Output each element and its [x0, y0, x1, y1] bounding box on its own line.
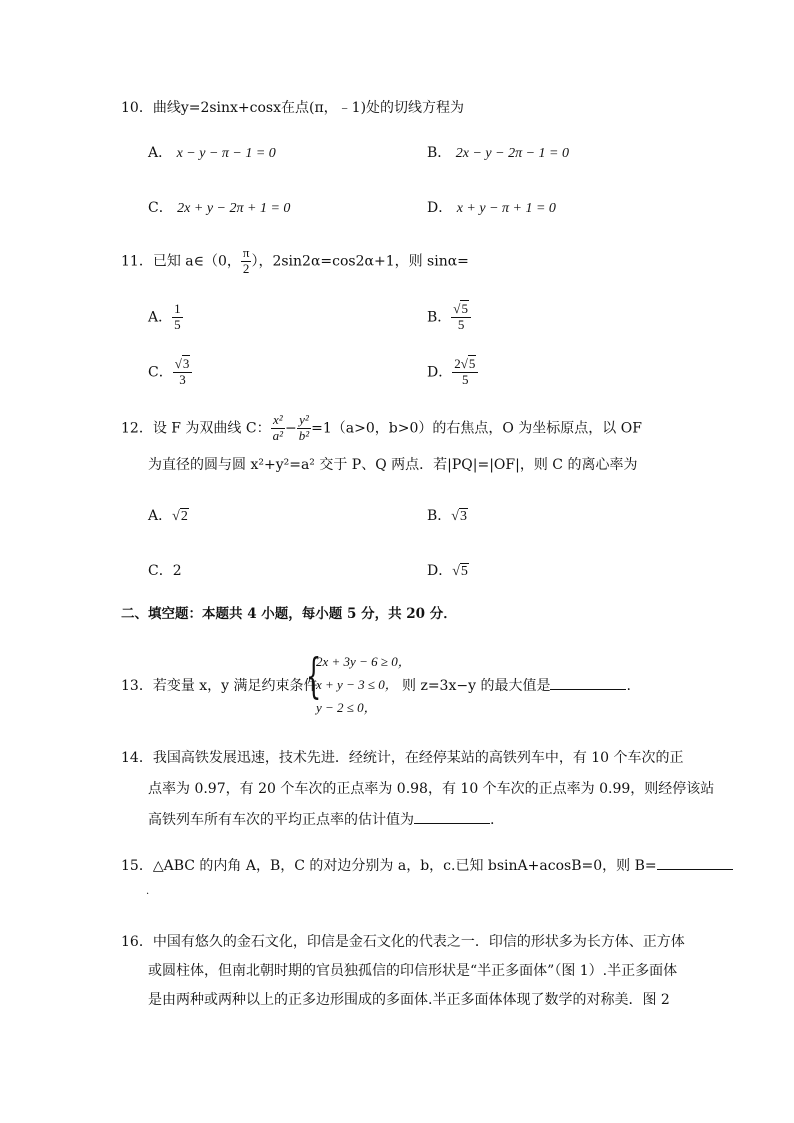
fraction-denominator: 5 [457, 316, 465, 332]
radicand: 3 [182, 356, 190, 371]
period: . [490, 812, 495, 828]
q15-line1 [121, 858, 733, 875]
q10-option-b [427, 145, 569, 163]
q14-line3 [148, 812, 494, 829]
q13-stem-post [402, 678, 631, 695]
option-expr: x − y − π − 1 = 0 [176, 146, 276, 161]
option-label: D． [427, 364, 453, 381]
q12-stem-pre: 12．设 F 为双曲线 C： [121, 420, 271, 437]
option-sqrt: √5 [452, 564, 468, 579]
fraction-numerator: π [242, 245, 250, 260]
option-sqrt: √3 [451, 509, 467, 524]
q10-stem: 10．曲线y=2sinx+cosx在点(π，﹣1)处的切线方程为 [121, 100, 465, 116]
q14-line1: 14．我国高铁发展迅速，技术先进．经统计，在经停某站的高铁列车中，有 10 个车次的正 [121, 750, 684, 766]
constraint-1: 2x + 3y − 6 ≥ 0， [316, 654, 411, 669]
option-label: B． [427, 508, 452, 524]
option-fraction [173, 357, 193, 388]
radicand: 3 [459, 509, 467, 524]
fraction-numerator: √5 [451, 302, 471, 318]
y2-over-b2-fraction [297, 413, 311, 444]
q11-stem [121, 246, 469, 277]
period: . [626, 678, 631, 694]
fraction-denominator: 3 [179, 371, 186, 387]
coefficient: 2 [454, 356, 461, 371]
fraction-numerator: 2√5 [452, 357, 478, 373]
answer-blank[interactable] [550, 688, 626, 690]
section-heading: 二、填空题：本题共 4 小题，每小题 5 分，共 20 分． [121, 606, 457, 622]
q10-option-d [427, 200, 556, 218]
q11-option-a [148, 302, 183, 333]
option-label: A． [148, 145, 173, 161]
option-label: B． [427, 145, 452, 161]
q11-stem-post: ），2sin2α=cos2α+1，则 sinα= [251, 253, 469, 270]
fraction-denominator: 5 [174, 316, 181, 332]
q11-stem-pre: 11．已知 a∈（0， [121, 253, 241, 270]
option-label: C． [148, 200, 173, 216]
pi-over-2-fraction [241, 246, 252, 277]
answer-blank[interactable] [657, 868, 733, 870]
fraction-denominator: 2 [242, 260, 250, 276]
answer-blank[interactable] [414, 822, 490, 824]
option-label: A． [148, 508, 173, 524]
radicand: 5 [460, 564, 468, 579]
q12-option-b [427, 508, 468, 526]
option-fraction [172, 302, 183, 333]
q16-line2: 或圆柱体，但南北朝时期的官员独孤信的印信形状是“半正多面体”（图 1）.半正多面体 [148, 963, 678, 979]
option-label: B． [427, 309, 452, 326]
minus-sign: − [285, 420, 297, 437]
q14-line2: 点率为 0.97，有 20 个车次的正点率为 0.98，有 10 个车次的正点率为 0.99，则经停该站 [148, 781, 715, 797]
q10-option-a [148, 145, 276, 163]
q10-option-c [148, 200, 290, 218]
q12-option-d [427, 563, 469, 581]
fraction-numerator: y² [297, 413, 311, 429]
radicand: 5 [461, 301, 468, 316]
radicand: 5 [468, 356, 476, 371]
option-expr: x + y − π + 1 = 0 [456, 201, 556, 216]
q15-line2: . [146, 886, 150, 897]
q11-option-d [427, 357, 478, 388]
q13-stem-pre: 13．若变量 x，y 满足约束条件 [121, 678, 318, 694]
fraction-denominator: a² [272, 427, 283, 443]
fraction-numerator: 1 [174, 301, 181, 316]
q12-stem-line2: 为直径的圆与圆 x²+y²=a² 交于 P、Q 两点．若|PQ|=|OF|，则 C 的离心率为 [148, 457, 638, 473]
fraction-numerator: x² [271, 413, 285, 429]
q12-stem-line1 [121, 413, 642, 444]
constraint-2: x + y − 3 ≤ 0， [316, 677, 398, 692]
q15-line1-text: 15．△ABC 的内角 A，B，C 的对边分别为 a，b，c.已知 bsinA+acosB=0，则 B= [121, 858, 657, 874]
q13-post-text: 则 z=3x−y 的最大值是 [402, 678, 551, 694]
constraint-3: y − 2 ≤ 0， [316, 700, 377, 715]
q16-line3: 是由两种或两种以上的正多边形围成的多面体.半正多面体体现了数学的对称美．图 2 [148, 992, 670, 1008]
option-label: C． [148, 364, 173, 381]
option-expr: 2x + y − 2π + 1 = 0 [177, 201, 291, 216]
option-label: A． [148, 309, 173, 326]
fraction-denominator: 5 [462, 371, 469, 387]
q12-option-c: C．2 [148, 563, 182, 579]
left-brace-icon: { [306, 648, 322, 704]
option-label: D． [427, 563, 453, 579]
q12-option-a [148, 508, 189, 526]
option-fraction [451, 302, 471, 333]
fraction-denominator: b² [298, 427, 310, 443]
option-sqrt: √2 [172, 509, 188, 524]
option-fraction [452, 357, 478, 388]
q16-line1: 16．中国有悠久的金石文化，印信是金石文化的代表之一．印信的形状多为长方体、正方体 [121, 934, 685, 950]
radicand: 2 [180, 509, 188, 524]
q12-stem-post: =1（a>0，b>0）的右焦点，O 为坐标原点，以 OF [311, 420, 642, 437]
q14-line3-text: 高铁列车所有车次的平均正点率的估计值为 [148, 812, 414, 828]
q11-option-c [148, 357, 192, 388]
fraction-numerator: √3 [173, 357, 193, 373]
q11-option-b [427, 302, 471, 333]
option-expr: 2x − y − 2π − 1 = 0 [455, 146, 569, 161]
option-label: D． [427, 200, 453, 216]
x2-over-a2-fraction [271, 413, 285, 444]
